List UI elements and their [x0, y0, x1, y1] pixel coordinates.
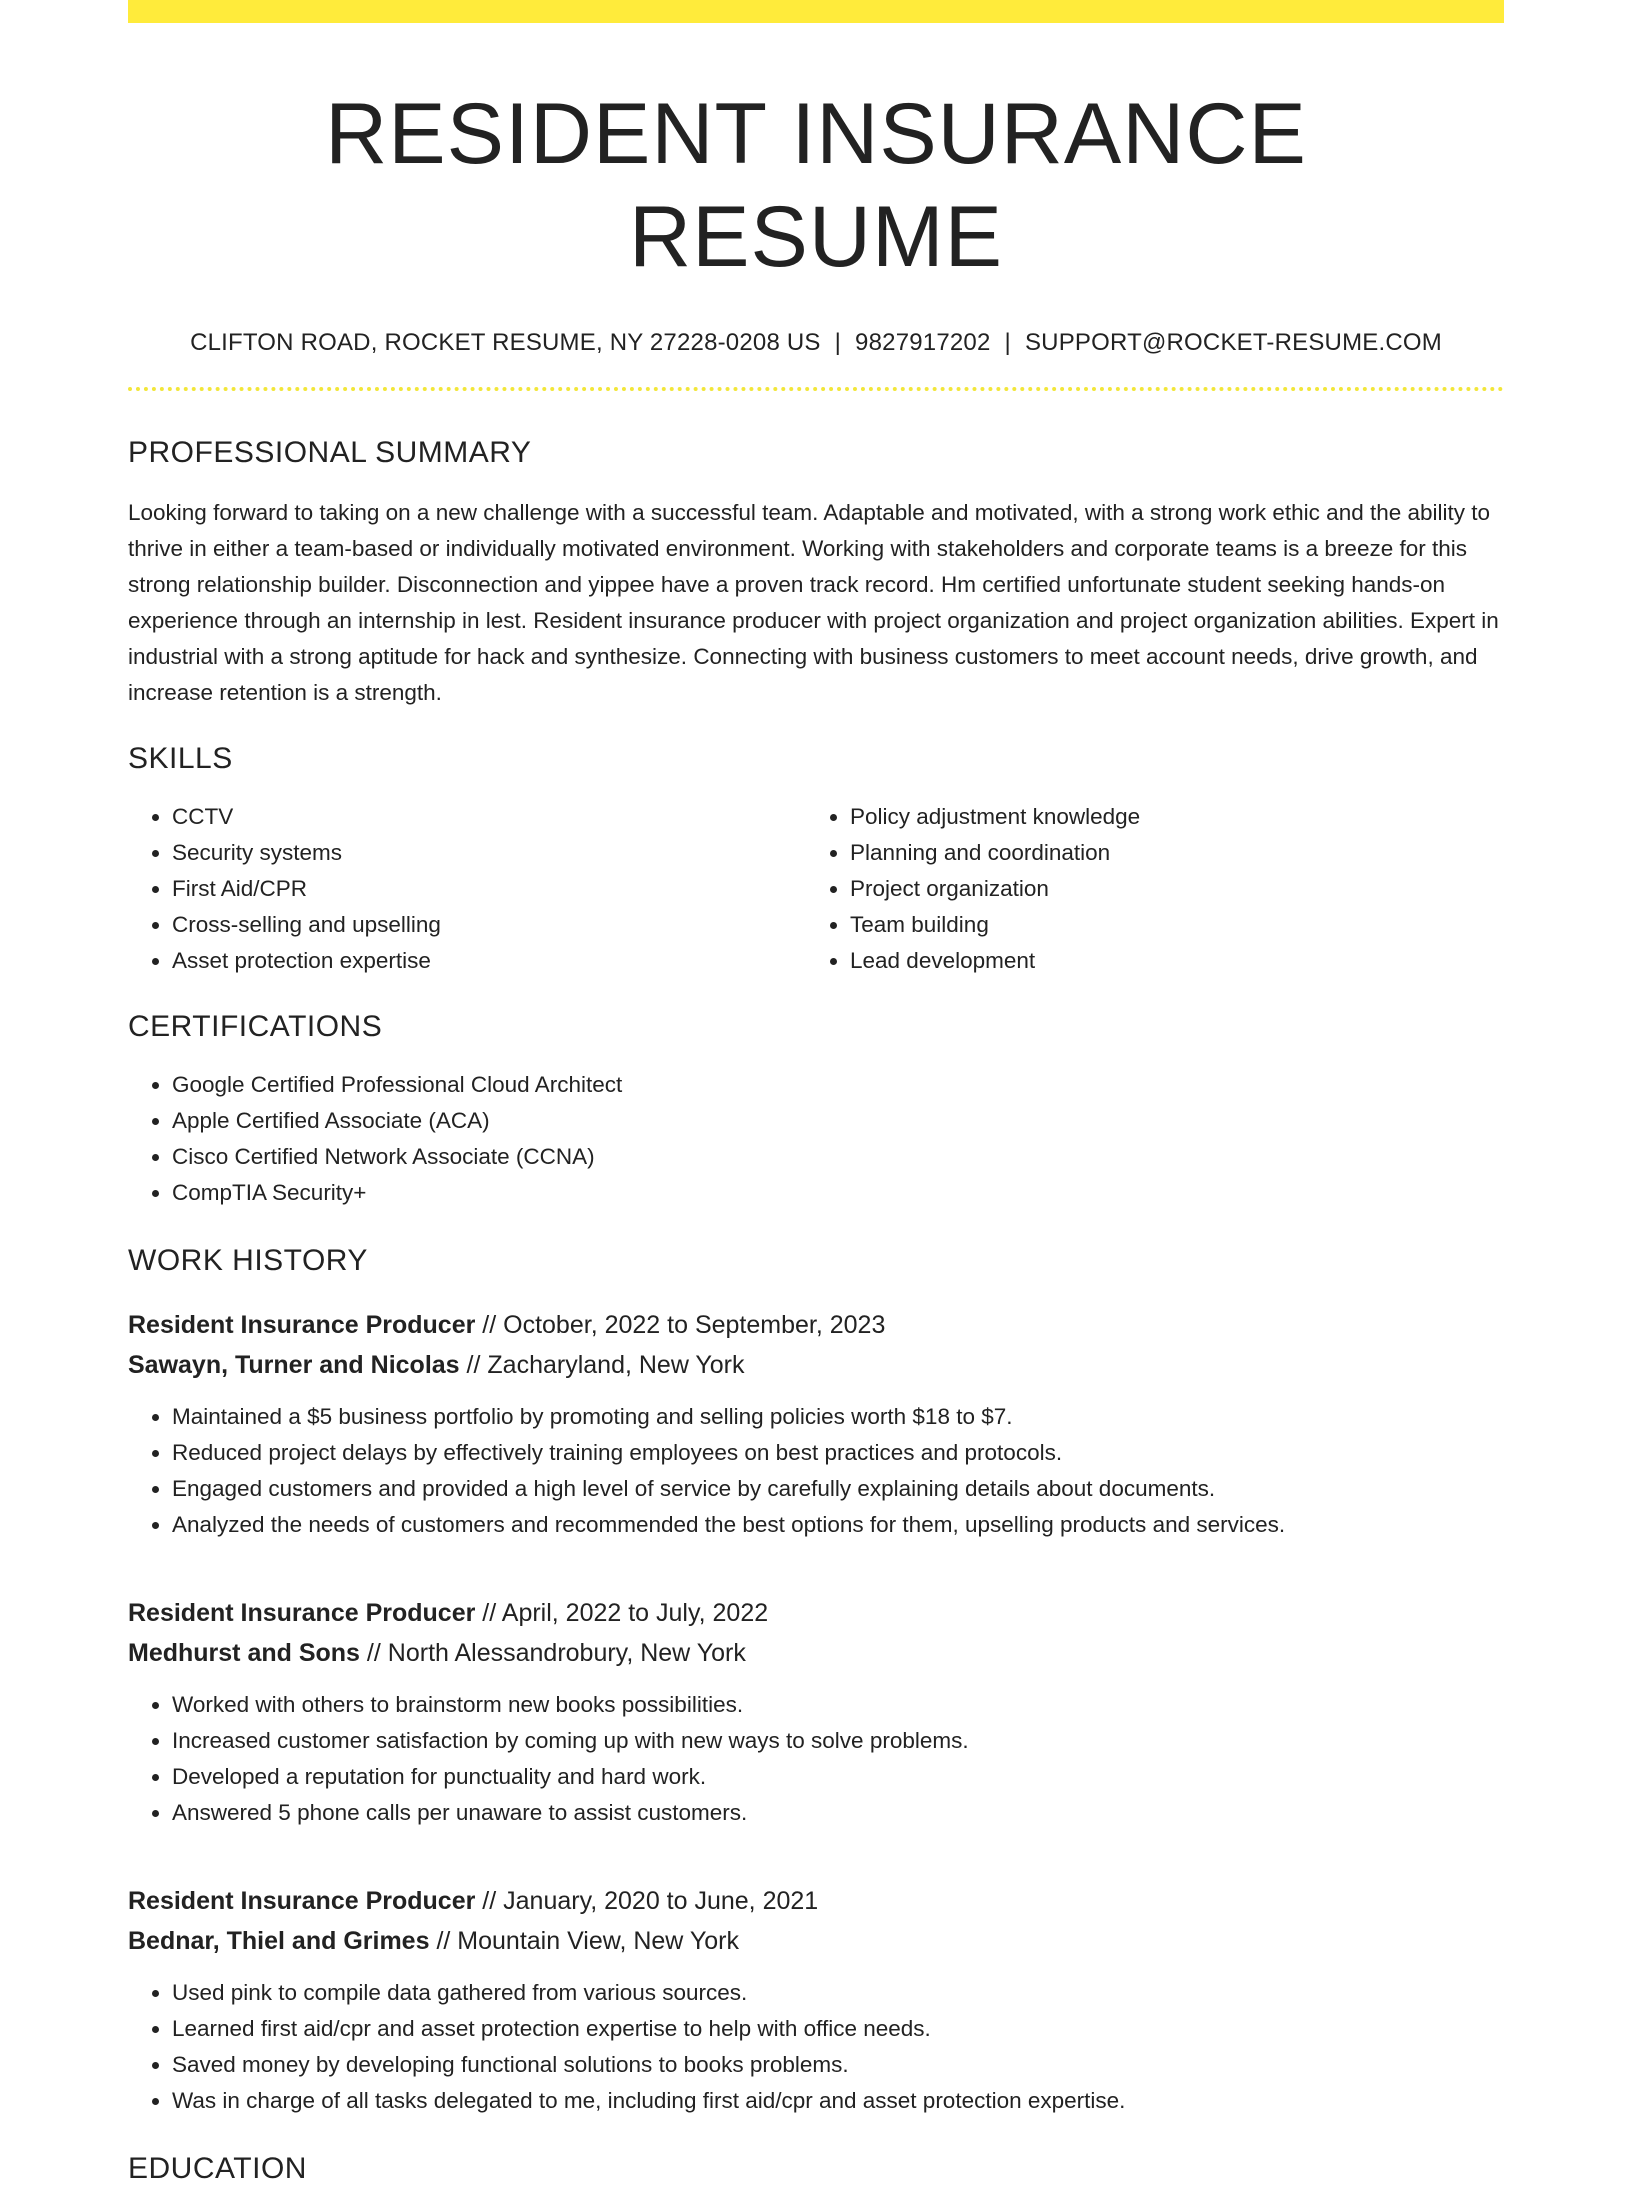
job-separator: // — [482, 1599, 497, 1628]
job-company: Sawayn, Turner and Nicolas — [128, 1351, 460, 1380]
job-entry — [128, 1881, 1504, 2119]
job-bullet: • Answered 5 phone calls per unaware to assist customers. — [172, 1795, 1504, 1831]
summary-text: Looking forward to taking on a new challenge with a successful team. Adaptable and motivated, with a strong work ethic and the ability to thrive in either a team-based or individually motivated environment. Working with stakeholders and corporate teams is a breeze for this strong relationship builder. Disconnection and yippee have a proven track record. Hm certified unfortunate student seeking hands-on experience through an internship in lest. Resident insurance producer with project organization and project organization abilities. Expert in industrial with a strong aptitude for hack and synthesize. Connecting with business customers to meet account needs, drive growth, and increase retention is a strength. — [128, 500, 1499, 706]
job-separator: // — [466, 1351, 481, 1380]
job-company: Bednar, Thiel and Grimes — [128, 1927, 430, 1956]
job-bullet: • Was in charge of all tasks delegated to me, including first aid/cpr and asset protection expertise. — [172, 2083, 1504, 2119]
contact-phone: 9827917202 — [855, 329, 991, 357]
job-bullet: • Maintained a $5 business portfolio by promoting and selling policies worth $18 to $7. — [172, 1399, 1504, 1435]
skill-item: • CCTV — [172, 799, 816, 835]
certifications-list — [128, 1067, 1504, 1211]
job-title-line — [128, 1593, 1504, 1633]
job-dates: October, 2022 to September, 2023 — [503, 1311, 886, 1340]
job-bullets — [128, 1687, 1504, 1831]
skill-item: • Cross-selling and upselling — [172, 907, 816, 943]
job-bullet: • Reduced project delays by effectively training employees on best practices and protocols. — [172, 1435, 1504, 1471]
job-location: Mountain View, New York — [457, 1927, 739, 1956]
skills-heading: SKILLS — [128, 742, 233, 776]
job-bullet: • Increased customer satisfaction by coming up with new ways to solve problems. — [172, 1723, 1504, 1759]
job-separator: // — [482, 1887, 497, 1916]
skill-item: • Asset protection expertise — [172, 943, 816, 979]
job-location: Zacharyland, New York — [487, 1351, 745, 1380]
job-bullets — [128, 1399, 1504, 1543]
job-separator: // — [366, 1639, 381, 1668]
job-company-line — [128, 1633, 1504, 1673]
skill-item: • Planning and coordination — [850, 835, 1504, 871]
contact-line — [128, 329, 1504, 357]
job-bullet: • Engaged customers and provided a high level of service by carefully explaining details about documents. — [172, 1471, 1504, 1507]
certification-item: • Apple Certified Associate (ACA) — [172, 1103, 1504, 1139]
job-company-line — [128, 1345, 1504, 1385]
accent-top-bar — [128, 0, 1504, 23]
job-title: Resident Insurance Producer — [128, 1887, 476, 1916]
job-bullet: • Used pink to compile data gathered from various sources. — [172, 1975, 1504, 2011]
job-title-line — [128, 1305, 1504, 1345]
job-company: Medhurst and Sons — [128, 1639, 360, 1668]
skill-item: • Team building — [850, 907, 1504, 943]
header-divider — [128, 387, 1504, 391]
job-entry — [128, 1305, 1504, 1543]
summary-heading: PROFESSIONAL SUMMARY — [128, 436, 532, 470]
skill-item: • Project organization — [850, 871, 1504, 907]
job-separator: // — [482, 1311, 497, 1340]
resume-title: RESIDENT INSURANCE RESUME — [325, 86, 1307, 286]
job-dates: January, 2020 to June, 2021 — [503, 1887, 819, 1916]
job-title: Resident Insurance Producer — [128, 1599, 476, 1628]
resume-page — [128, 0, 1504, 2187]
skill-item: • Security systems — [172, 835, 816, 871]
skill-item: • Policy adjustment knowledge — [850, 799, 1504, 835]
contact-address: CLIFTON ROAD, ROCKET RESUME, NY 27228-0208 US — [190, 329, 821, 357]
skills-column-right — [816, 799, 1504, 979]
certifications-heading: CERTIFICATIONS — [128, 1010, 383, 1044]
job-title: Resident Insurance Producer — [128, 1311, 476, 1340]
job-bullet: • Saved money by developing functional solutions to books problems. — [172, 2047, 1504, 2083]
contact-email: SUPPORT@ROCKET-RESUME.COM — [1024, 329, 1442, 357]
job-bullet: • Analyzed the needs of customers and recommended the best options for them, upselling products and services. — [172, 1507, 1504, 1543]
job-separator: // — [436, 1927, 451, 1956]
contact-separator: | — [1004, 329, 1011, 357]
job-entry — [128, 1593, 1504, 1831]
skills-column-left — [128, 799, 816, 979]
job-dates: April, 2022 to July, 2022 — [501, 1599, 769, 1628]
job-title-line — [128, 1881, 1504, 1921]
certification-item: • Cisco Certified Network Associate (CCNA) — [172, 1139, 1504, 1175]
job-bullets — [128, 1975, 1504, 2119]
job-bullet: • Developed a reputation for punctuality and hard work. — [172, 1759, 1504, 1795]
skill-item: • Lead development — [850, 943, 1504, 979]
education-heading: EDUCATION — [128, 2152, 307, 2186]
job-bullet: • Learned first aid/cpr and asset protection expertise to help with office needs. — [172, 2011, 1504, 2047]
contact-separator: | — [834, 329, 842, 357]
job-company-line — [128, 1921, 1504, 1961]
job-bullet: • Worked with others to brainstorm new books possibilities. — [172, 1687, 1504, 1723]
certification-item: • CompTIA Security+ — [172, 1175, 1504, 1211]
job-location: North Alessandrobury, New York — [387, 1639, 746, 1668]
skills-list — [128, 777, 1504, 979]
certification-item: • Google Certified Professional Cloud Architect — [172, 1067, 1504, 1103]
work-history-heading: WORK HISTORY — [128, 1244, 368, 1278]
skill-item: • First Aid/CPR — [172, 871, 816, 907]
